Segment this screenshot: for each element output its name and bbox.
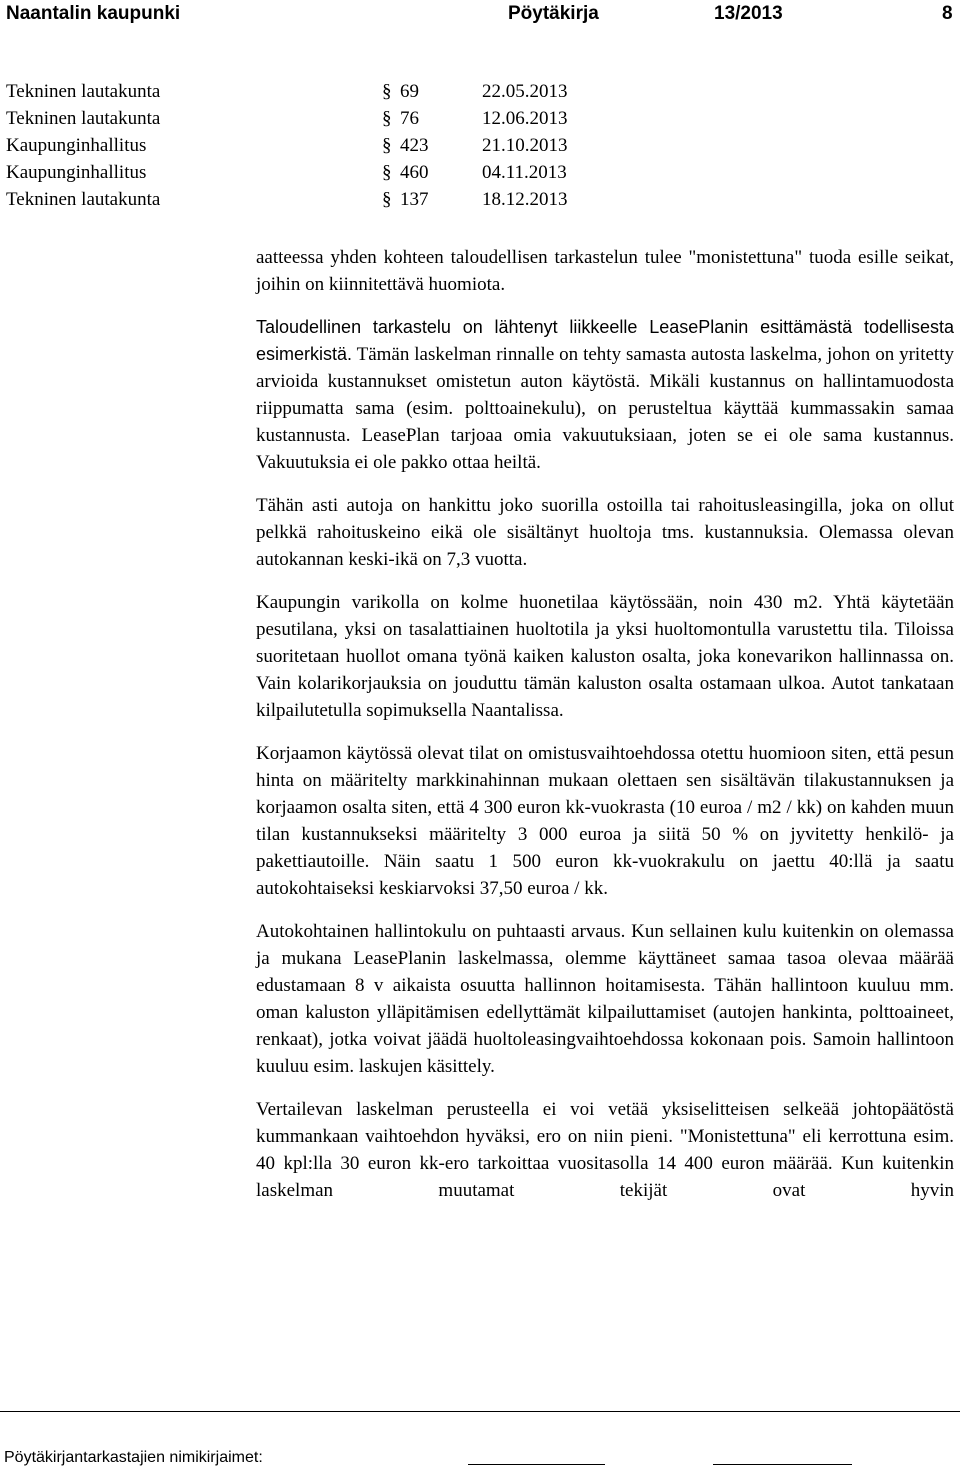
section-mark: § <box>382 189 392 210</box>
section-mark: § <box>382 108 392 129</box>
reference-body: Tekninen lautakunta <box>6 81 161 102</box>
reference-row <box>6 78 706 105</box>
paragraph-financial-review <box>256 314 954 476</box>
signature-line <box>713 1464 852 1465</box>
reference-body: Kaupunginhallitus <box>6 162 147 183</box>
reference-date: 12.06.2013 <box>482 108 568 129</box>
footer-divider <box>0 1411 960 1412</box>
reference-number: 69 <box>400 81 419 102</box>
document-type: Pöytäkirja <box>508 3 599 24</box>
reference-body: Kaupunginhallitus <box>6 135 147 156</box>
page-number: 8 <box>942 3 953 24</box>
reference-number: 137 <box>400 189 429 210</box>
reference-body: Tekninen lautakunta <box>6 189 161 210</box>
paragraph-financial-review-lead: Taloudellinen tarkastelu on lähtenyt liikkeelle LeasePlanin esittämästä todellisesta esimerkistä. <box>256 317 954 364</box>
reference-date: 18.12.2013 <box>482 189 568 210</box>
paragraph-acquisition: Tähän asti autoja on hankittu joko suorilla ostoilla tai rahoitusleasingilla, joka on ollut pelkkä rahoituskeino eikä ole sisältänyt huoltoja tms. kustannuksia. Olemassa olevan autokannan keski-ikä on 7,3 vuotta. <box>256 495 954 570</box>
reference-body: Tekninen lautakunta <box>6 108 161 129</box>
document-body <box>256 244 954 1204</box>
document-number: 13/2013 <box>714 3 783 24</box>
paragraph-intro: aatteessa yhden kohteen taloudellisen tarkastelun tulee "monistettuna" tuoda esille seikat, joihin on kiinnitettävä huomiota. <box>256 247 954 295</box>
paragraph-financial-review-rest: Tämän laskelman rinnalle on tehty samasta autosta laskelma, johon on yritetty arvioida kustannukset omistetun auton käytöstä. Mikäli kustannus on hallintamuodosta riippumatta sama (esim. polttoainekulu), on perusteltua käyttää kummassakin samaa kustannusta. LeasePlan tarjoaa omia vakuutuksiaan, joten se ei ole sama kustannus. Vakuutuksia ei ole pakko ottaa heiltä. <box>256 344 954 473</box>
reference-date: 04.11.2013 <box>482 162 567 183</box>
reference-row <box>6 132 706 159</box>
reference-row <box>6 105 706 132</box>
reference-date: 22.05.2013 <box>482 81 568 102</box>
paragraph-workshop-costs: Korjaamon käytössä olevat tilat on omistusvaihtoehdossa otettu huomioon siten, että pesun hinta on määritelty markkinahinnan mukaan olettaen sen sisältävän tilakustannuksen ja korjaamon osalta siten, että 4 300 euron kk-vuokrasta (10 euroa / m2 / kk) on kahden muun tilan kustannukseksi määritelty 3 000 euroa ja siitä 50 % on jyvitetty henkilö- ja pakettiautoille. Näin saatu 1 500 euron kk-vuokrakulu on jaettu 40:llä ja saatu autokohtaiseksi keskiarvoksi 37,50 euroa / kk. <box>256 743 954 899</box>
reference-list <box>6 78 706 213</box>
section-mark: § <box>382 162 392 183</box>
paragraph-admin-costs: Autokohtainen hallintokulu on puhtaasti arvaus. Kun sellainen kulu kuitenkin on olemassa ja mukana LeasePlanin laskelmassa, olemme käyttäneet samaa tasoa olevaa määrää edustamaan 8 v aikaista osuutta hallinnon hoitamisesta. Tähän hallintoon kuuluu mm. oman kaluston ylläpitämisen edellyttämät kilpailuttamiset (autojen hankinta, polttoaineet, renkaat), jotka voivat jäädä huoltoleasingvaihtoehdossa kokonaan pois. Samoin hallintoon kuuluu esim. laskujen käsittely. <box>256 921 954 1077</box>
page-header <box>6 0 954 28</box>
city-name: Naantalin kaupunki <box>6 3 181 24</box>
section-mark: § <box>382 81 392 102</box>
paragraph-conclusion: Vertailevan laskelman perusteella ei voi vetää yksiselitteisen selkeää johtopäätöstä kummankaan vaihtoehdon hyväksi, ero on niin pieni. "Monistettuna" eli kerrottuna esim. 40 kpl:lla 30 euron kk-ero tarkoittaa vuositasolla 14 400 euron määrää. Kun kuitenkin laskelman muutamat tekijät ovat hyvin <box>256 1099 954 1201</box>
reference-date: 21.10.2013 <box>482 135 568 156</box>
reference-row <box>6 186 706 213</box>
paragraph-depot: Kaupungin varikolla on kolme huonetilaa käytössään, noin 430 m2. Yhtä käytetään pesutilana, yksi on tasalattiainen huoltotila ja yksi huoltomontulla varustettu tila. Tiloissa suoritetaan huollot omana työnä kaiken kaluston osalta, joka konevarikon hallinnassa on. Vain kolarikorjauksia on jouduttu tämän kaluston osalta ostamaan ulkoa. Autot tankataan kilpailutetulla sopimuksella Naantalissa. <box>256 592 954 721</box>
signature-line <box>468 1464 605 1465</box>
reference-number: 460 <box>400 162 429 183</box>
section-mark: § <box>382 135 392 156</box>
initials-label: Pöytäkirjantarkastajien nimikirjaimet: <box>4 1449 263 1466</box>
reference-number: 423 <box>400 135 429 156</box>
reference-row <box>6 159 706 186</box>
reference-number: 76 <box>400 108 419 129</box>
